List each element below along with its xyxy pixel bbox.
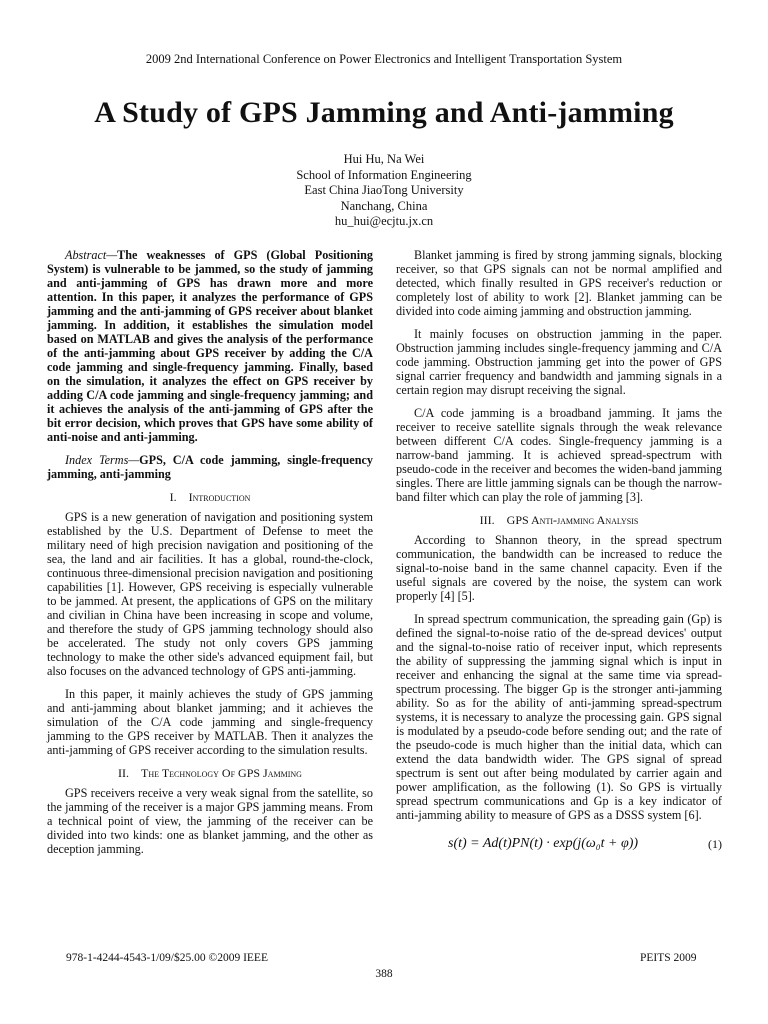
section-number: II. — [118, 766, 130, 780]
section-number: III. — [479, 513, 495, 527]
index-terms-text: GPS, C/A code jamming, single-frequency jamming, anti-jamming — [47, 453, 373, 481]
author-names: Hui Hu, Na Wei — [343, 152, 425, 166]
left-column — [47, 248, 373, 865]
author-block — [0, 152, 768, 230]
paragraph: In spread spectrum communication, the spreading gain (Gp) is defined the signal-to-noise ratio of the de-spread devices' output and the signal-to-noise ratio of receiver input, which represents the ability of suppressing the jamming signal which is input in receiver and enhancing the signal at the same time via spread-spectrum processing. The bigger Gp is the stronger anti-jamming ability. So as for the ability of anti-jamming spread-spectrum systems, it is necessary to analyze the processing gain. GPS signal is modulated by a pseudo-code before sending out; and the rate of the pseudo-code is much higher than the initial data, which can extend the data bandwidth wider. The GPS signal of spread spectrum is sent out after being modulated by carrier again and power amplification, as the following (1). So GPS is virtually spread spectrum communications and Gp is a key indicator of anti-jamming ability to measure of GPS as a DSSS system [6]. — [396, 612, 722, 822]
equation-number: (1) — [708, 837, 722, 851]
index-terms-label: Index Terms— — [65, 453, 140, 467]
paper-title: A Study of GPS Jamming and Anti-jamming — [94, 96, 674, 129]
footer-isbn: 978-1-4244-4543-1/09/$25.00 ©2009 IEEE — [66, 952, 268, 964]
equation-1 — [396, 831, 722, 861]
paragraph: GPS receivers receive a very weak signal from the satellite, so the jamming of the receiver is a major GPS jamming means. From a technical point of view, the jamming of the receiver can be divided into two kinds: one as blanket jamming, and the other as deception jamming. — [47, 786, 373, 856]
paragraph: In this paper, it mainly achieves the study of GPS jamming and anti-jamming about blanket jamming; and it achieves the simulation of the C/A code jamming and single-frequency jamming to the GPS receiver by MATLAB. Then it analyzes the anti-jamming of GPS receiver according to the simulation results. — [47, 687, 373, 757]
author-city: Nanchang, China — [340, 198, 428, 213]
conference-header: 2009 2nd International Conference on Power Electronics and Intelligent Transportation System — [145, 52, 623, 66]
section-title: Introduction — [188, 490, 251, 504]
paragraph: C/A code jamming is a broadband jamming. It jams the receiver to receive satellite signals through the weak relevance between different C/A codes. Single-frequency jamming is a narrow-band jamming. It is achieved spread-spectrum with pseudo-code in the receiver and becomes the widen-band jamming singles. There are little jamming signals can be though the narrow-band filter which can play the role of jamming [3]. — [396, 406, 722, 504]
paragraph: Blanket jamming is fired by strong jamming signals, blocking receiver, so that GPS signals can not be normal amplified and detected, which finally resulted in GPS receiver's reduction or completely lost of ability to work [2]. Blanket jamming can be divided into code aiming jamming and obstruction jamming. — [396, 248, 722, 318]
section-heading-anti-jamming — [396, 513, 722, 527]
abstract-label: Abstract— — [65, 248, 118, 262]
author-department: School of Information Engineering — [296, 167, 472, 182]
author-email: hu_hui@ecjtu.jx.cn — [334, 214, 434, 228]
index-terms — [47, 453, 373, 481]
author-university: East China JiaoTong University — [304, 183, 464, 197]
section-number: I. — [169, 490, 177, 504]
footer-venue: PEITS 2009 — [640, 952, 697, 964]
abstract — [47, 248, 373, 444]
section-heading-introduction — [47, 490, 373, 504]
paragraph: According to Shannon theory, in the spread spectrum communication, the bandwidth can be increased to reduce the signal-to-noise band in the same channel capacity. Even if the useful signals are covered by the noise, the system can work properly [4] [5]. — [396, 533, 722, 603]
paragraph: It mainly focuses on obstruction jamming in the paper. Obstruction jamming includes single-frequency jamming and C/A code jamming. Obstruction jamming get into the power of GPS signal carrier frequency and bandwidth and jamming signals in a certain region may disrupt receiving the signal. — [396, 327, 722, 397]
right-column — [396, 248, 722, 861]
page-number: 388 — [375, 968, 393, 980]
section-title: GPS Anti-jamming Analysis — [506, 513, 639, 527]
equation-formula: s(t) = Ad(t)PN(t) · exp(j(ω₀t + φ)) — [448, 836, 639, 851]
abstract-text: The weaknesses of GPS (Global Positioning System) is vulnerable to be jammed, so the study of jamming and anti-jamming of GPS has drawn more and more attention. In this paper, it analyzes the performance of GPS jamming and the anti-jamming of GPS receiver about blanket jamming. In addition, it establishes the simulation model based on MATLAB and gives the analysis of the performance of the anti-jamming about GPS receiver by adding the C/A code jamming and single-frequency jamming. Finally, based on the simulation, it analyzes the effect on GPS receiver by adding C/A code jamming and single-frequency jamming; and it achieves the analysis of the anti-jamming of GPS after the bit error decision, which proves that GPS have some ability of anti-noise and anti-jamming. — [47, 248, 373, 444]
section-title: The Technology Of GPS Jamming — [141, 766, 302, 780]
paragraph: GPS is a new generation of navigation and positioning system established by the U.S. Department of Defense to meet the military need of high precision navigation and positioning of the sea, the land and air facilities. It has a global, round-the-clock, continuous three-dimensional precision navigation and positioning capabilities [1]. However, GPS receiving is especially vulnerable to be jammed. At present, the applications of GPS on the military and civilian in China have been increasing in scope and volume, and therefore the study of GPS jamming technology should also be accelerated. The study not only covers GPS jamming technology to make the other side's advanced equipment fail, but also focuses on the advanced technology of GPS anti-jamming. — [47, 510, 373, 678]
section-heading-technology — [47, 766, 373, 780]
